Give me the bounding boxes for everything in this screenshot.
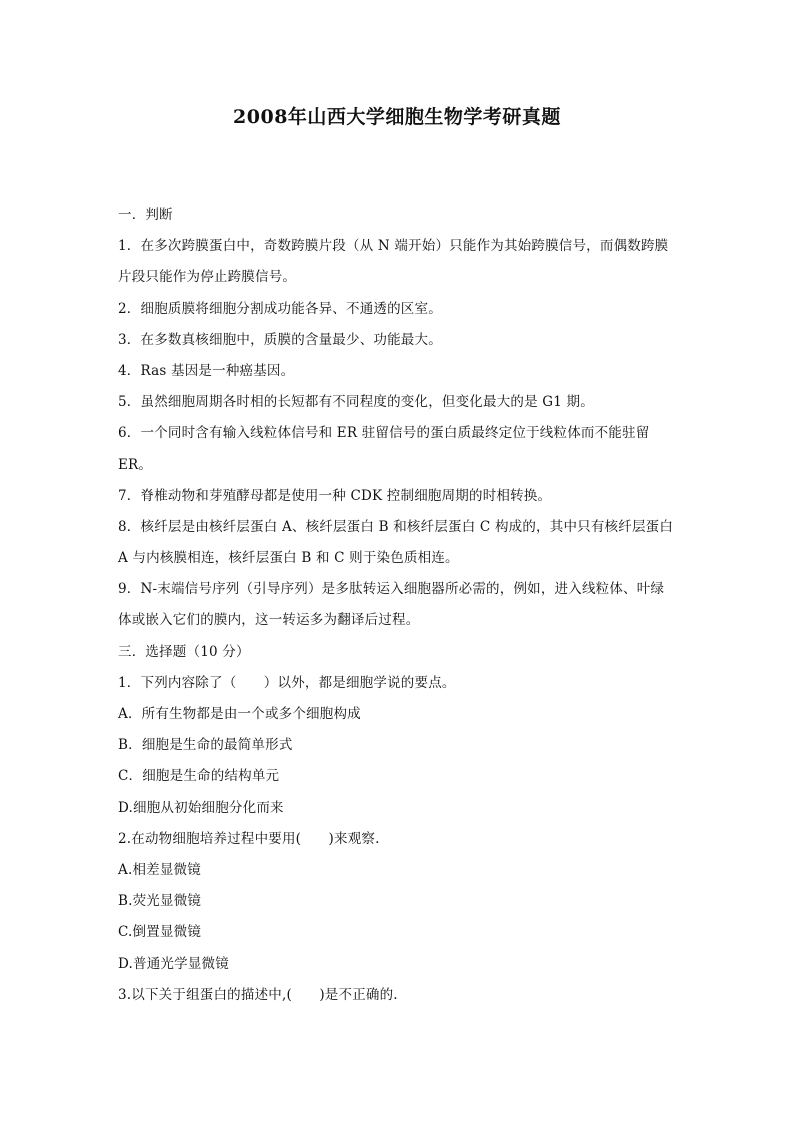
question-line: 8．核纤层是由核纤层蛋白 A、核纤层蛋白 B 和核纤层蛋白 C 构成的，其中只有核纤层蛋白: [118, 518, 674, 535]
question-line: 4．Ras 基因是一种癌基因。: [118, 362, 295, 379]
document-body: [118, 200, 678, 1011]
option-line: C．细胞是生命的结构单元: [118, 768, 280, 785]
question-line: 片段只能作为停止跨膜信号。: [118, 269, 297, 286]
option-line: B．细胞是生命的最简单形式: [118, 737, 293, 754]
question-line: 3.以下关于组蛋白的描述中,( )是不正确的.: [118, 986, 398, 1003]
question-line: 1．在多次跨膜蛋白中，奇数跨膜片段（从 N 端开始）只能作为其始跨膜信号，而偶数跨膜: [118, 238, 669, 255]
question-line: 3．在多数真核细胞中，质膜的含量最少、功能最大。: [118, 331, 442, 348]
section-heading-judgment: 一．判断: [118, 207, 173, 223]
page-title: 2008年山西大学细胞生物学考研真题: [233, 106, 561, 128]
question-line: A 与内核膜相连，核纤层蛋白 B 和 C 则于染色质相连。: [118, 550, 459, 567]
option-line: B.荧光显微镜: [118, 893, 202, 910]
question-line: 1．下列内容除了（ ）以外，都是细胞学说的要点。: [118, 674, 456, 691]
option-line: C.倒置显微镜: [118, 924, 202, 941]
question-line: 6．一个同时含有输入线粒体信号和 ER 驻留信号的蛋白质最终定位于线粒体而不能驻留: [118, 425, 650, 442]
option-line: A．所有生物都是由一个或多个细胞构成: [118, 706, 361, 722]
question-line: 2．细胞质膜将细胞分割成功能各异、不通透的区室。: [118, 300, 442, 317]
section-heading-multiple-choice: 三．选择题（10 分）: [118, 643, 250, 660]
question-line: 2.在动物细胞培养过程中要用( )来观察.: [118, 830, 380, 847]
question-line: 9．N-末端信号序列（引导序列）是多肽转运入细胞器所必需的，例如，进入线粒体、叶绿: [118, 581, 665, 598]
question-line: 体或嵌入它们的膜内，这一转运多为翻译后过程。: [118, 612, 420, 629]
question-line: 7．脊椎动物和芽殖酵母都是使用一种 CDK 控制细胞周期的时相转换。: [118, 487, 552, 504]
option-line: A.相差显微镜: [118, 861, 201, 878]
option-line: D.细胞从初始细胞分化而来: [118, 799, 284, 816]
question-line: 5．虽然细胞周期各时相的长短都有不同程度的变化，但变化最大的是 G1 期。: [118, 394, 594, 411]
question-line: ER。: [118, 456, 153, 473]
option-line: D.普通光学显微镜: [118, 955, 229, 972]
